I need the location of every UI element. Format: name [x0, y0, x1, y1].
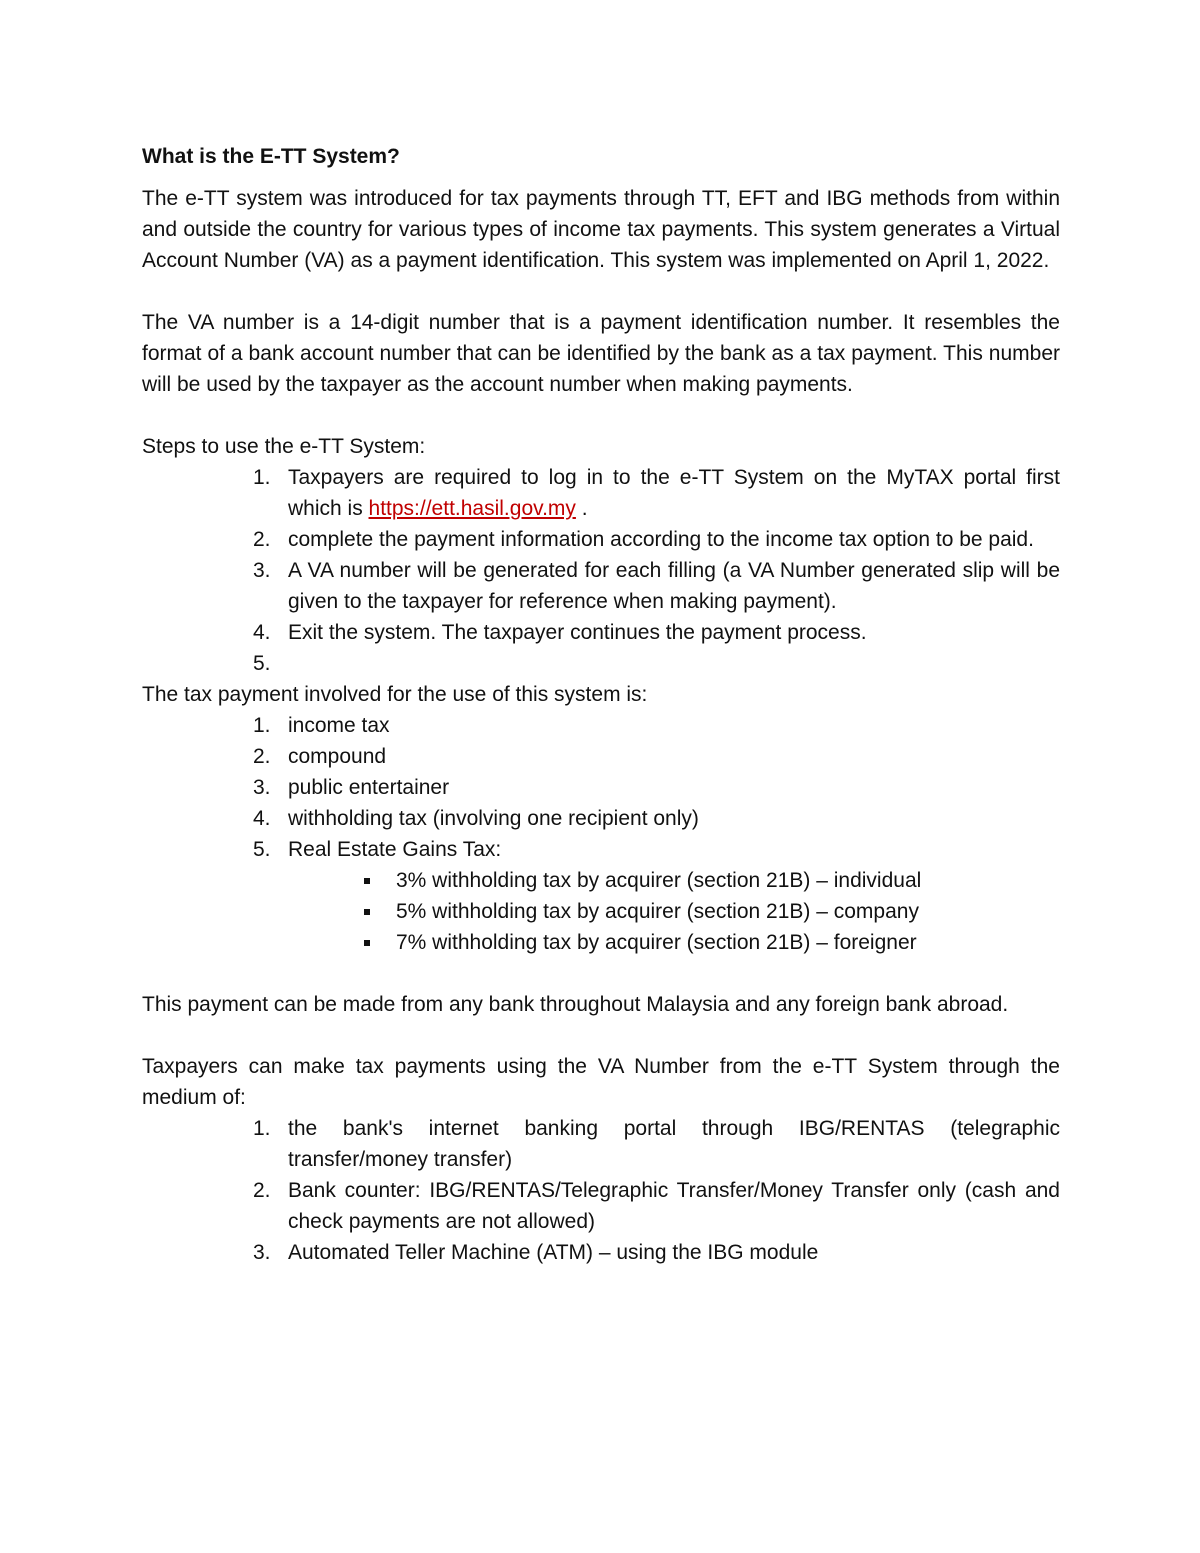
list-marker: 5. [253, 652, 271, 675]
list-marker: 4. [253, 807, 271, 830]
list-item [142, 462, 1060, 524]
list-marker: 3. [253, 559, 271, 582]
list-marker: 4. [253, 621, 271, 644]
list-item-text: compound [288, 745, 387, 768]
list-item [142, 741, 1060, 772]
list-item-text: A VA number will be generated for each filling (a VA Number generated slip will be given to the taxpayer for reference when making payment). [288, 559, 1060, 613]
list-item [142, 710, 1060, 741]
spacer [142, 1020, 1060, 1051]
spacer [142, 400, 1060, 431]
square-bullet-icon [364, 878, 370, 884]
list-marker: 2. [253, 528, 271, 551]
steps-title: Steps to use the e-TT System: [142, 435, 426, 458]
list-item-text: Taxpayers are required to log in to the e-TT System on the MyTAX portal first which is [288, 466, 1060, 520]
square-bullet-icon [364, 940, 370, 946]
list-item-text: withholding tax (involving one recipient only) [288, 807, 699, 830]
bank-note-paragraph: This payment can be made from any bank throughout Malaysia and any foreign bank abroad. [142, 993, 1009, 1016]
list-item [142, 1113, 1060, 1175]
list-item-text: income tax [288, 714, 390, 737]
list-item [142, 1237, 1060, 1268]
list-marker: 5. [253, 838, 271, 861]
list-item [142, 865, 1060, 896]
list-item [142, 617, 1060, 648]
list-marker: 3. [253, 1241, 271, 1264]
list-item [142, 772, 1060, 803]
rpgt-list [142, 865, 1060, 958]
list-item [142, 803, 1060, 834]
list-item-text: 3% withholding tax by acquirer (section 21B) – individual [396, 869, 922, 892]
list-item-text: complete the payment information according to the income tax option to be paid. [288, 528, 1034, 551]
tax-types-title: The tax payment involved for the use of this system is: [142, 683, 648, 706]
list-item-text: 5% withholding tax by acquirer (section 21B) – company [396, 900, 919, 923]
list-item [142, 896, 1060, 927]
list-item-text: Automated Teller Machine (ATM) – using the IBG module [288, 1241, 819, 1264]
steps-list [142, 462, 1060, 679]
document-body [142, 141, 1060, 1268]
list-item [142, 834, 1060, 865]
spacer [142, 958, 1060, 989]
list-item [142, 555, 1060, 617]
list-marker: 1. [253, 714, 271, 737]
list-item-text: the bank's internet banking portal through IBG/RENTAS (telegraphic transfer/money transfer) [288, 1117, 1060, 1171]
list-item [142, 1175, 1060, 1237]
list-item-text: Exit the system. The taxpayer continues the payment process. [288, 621, 867, 644]
list-item-text: public entertainer [288, 776, 450, 799]
medium-title: Taxpayers can make tax payments using the VA Number from the e-TT System through the medium of: [142, 1055, 1060, 1109]
list-item-text: 7% withholding tax by acquirer (section 21B) – foreigner [396, 931, 917, 954]
ett-portal-link[interactable]: https://ett.hasil.gov.my [368, 497, 576, 520]
list-item-text: . [575, 497, 588, 520]
list-item-text: Real Estate Gains Tax: [288, 838, 502, 861]
medium-list [142, 1113, 1060, 1268]
tax-types-list [142, 710, 1060, 865]
spacer [142, 276, 1060, 307]
list-item [142, 927, 1060, 958]
list-item [142, 648, 1060, 679]
list-marker: 1. [253, 1117, 271, 1140]
list-marker: 1. [253, 466, 271, 489]
square-bullet-icon [364, 909, 370, 915]
va-paragraph: The VA number is a 14-digit number that is a payment identification number. It resembles the format of a bank account number that can be identified by the bank as a tax payment. This number will be used by the taxpayer as the account number when making payments. [142, 311, 1060, 396]
list-item [142, 524, 1060, 555]
list-marker: 2. [253, 745, 271, 768]
list-item-text: Bank counter: IBG/RENTAS/Telegraphic Transfer/Money Transfer only (cash and check payments are not allowed) [288, 1179, 1060, 1233]
list-marker: 3. [253, 776, 271, 799]
list-marker: 2. [253, 1179, 271, 1202]
intro-paragraph: The e-TT system was introduced for tax payments through TT, EFT and IBG methods from within and outside the country for various types of income tax payments. This system generates a Virtual Account Number (VA) as a payment identification. This system was implemented on April 1, 2022. [142, 187, 1060, 272]
page-title: What is the E-TT System? [142, 145, 400, 168]
